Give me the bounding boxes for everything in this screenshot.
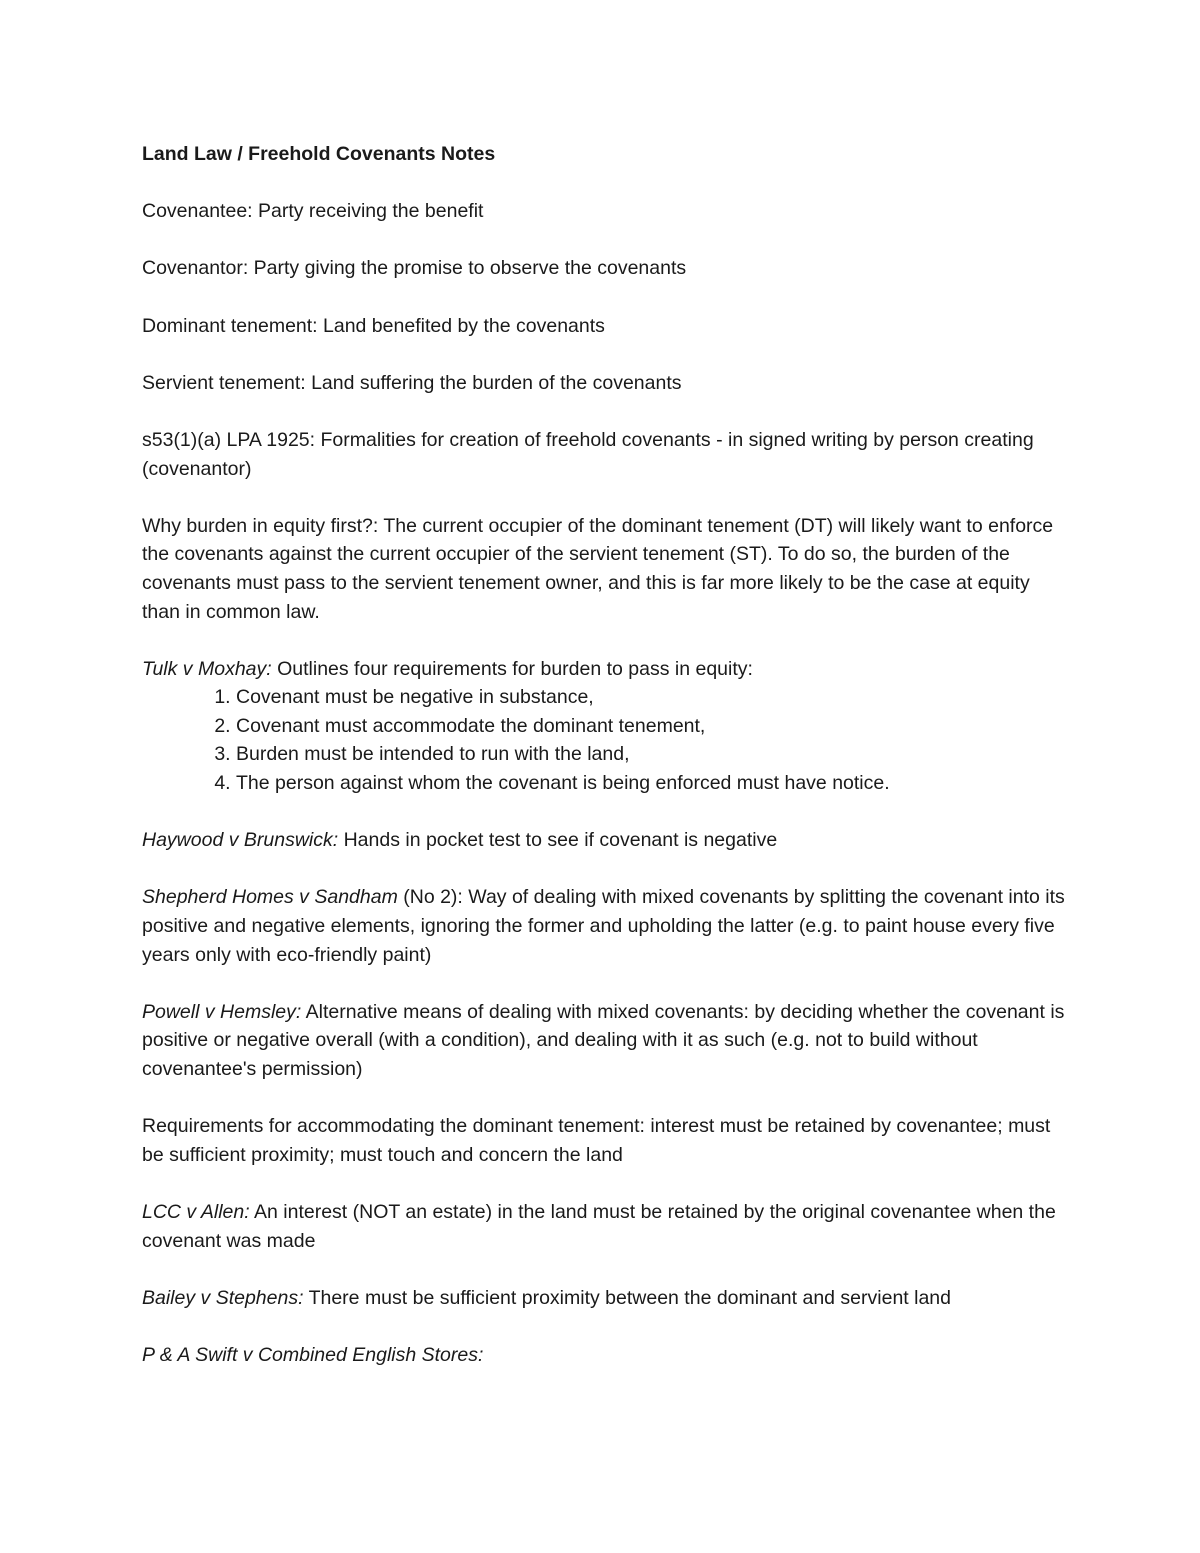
case-name-swift: P & A Swift v Combined English Stores:	[142, 1343, 484, 1366]
haywood-text: Hands in pocket test to see if covenant is negative	[338, 829, 778, 852]
list-item: 1. Covenant must be negative in substance,	[236, 683, 1072, 712]
definition-servient-tenement: Servient tenement: Land suffering the burden of the covenants	[142, 371, 682, 394]
lcc-paragraph	[142, 1198, 1072, 1255]
statute-s53: s53(1)(a) LPA 1925: Formalities for creation of freehold covenants - in signed writing by person creating (covenantor)	[142, 428, 1034, 480]
tulk-requirements-list	[142, 683, 1072, 797]
tulk-text: Outlines four requirements for burden to pass in equity:	[271, 657, 753, 680]
swift-paragraph	[142, 1341, 1072, 1370]
haywood-paragraph	[142, 826, 1072, 855]
tulk-section	[142, 655, 1072, 798]
case-name-tulk: Tulk v Moxhay:	[142, 657, 272, 680]
document-page	[142, 140, 1072, 1398]
definition-covenantee: Covenantee: Party receiving the benefit	[142, 200, 484, 223]
document-title: Land Law / Freehold Covenants Notes	[142, 143, 496, 165]
case-name-powell: Powell v Hemsley:	[142, 1000, 302, 1023]
powell-paragraph	[142, 998, 1072, 1084]
case-name-shepherd: Shepherd Homes v Sandham	[142, 886, 398, 909]
case-name-bailey: Bailey v Stephens:	[142, 1286, 304, 1309]
bailey-text: There must be sufficient proximity between the dominant and servient land	[303, 1286, 951, 1309]
powell-text: Alternative means of dealing with mixed covenants: by deciding whether the covenant is positive or negative overall (with a condition), and dealing with it as such (e.g. not to build without covenantee's permission)	[142, 1000, 1065, 1080]
shepherd-paragraph	[142, 883, 1072, 969]
definition-dominant-tenement: Dominant tenement: Land benefited by the covenants	[142, 314, 605, 337]
bailey-paragraph	[142, 1284, 1072, 1313]
case-name-haywood: Haywood v Brunswick:	[142, 829, 339, 852]
lcc-text: An interest (NOT an estate) in the land must be retained by the original covenantee when the covenant was made	[142, 1200, 1056, 1252]
requirements-paragraph: Requirements for accommodating the dominant tenement: interest must be retained by covenantee; must be sufficient proximity; must touch and concern the land	[142, 1115, 1051, 1166]
shepherd-text: (No 2): Way of dealing with mixed covenants by splitting the covenant into its positive and negative elements, ignoring the former and upholding the latter (e.g. to paint house every five years only with eco-friendly paint)	[142, 886, 1065, 966]
list-item: 2. Covenant must accommodate the dominant tenement,	[236, 712, 1072, 741]
why-burden-paragraph: Why burden in equity first?: The current occupier of the dominant tenement (DT) will likely want to enforce the covenants against the current occupier of the servient tenement (ST). To do so, the burden of the covenants must pass to the servient tenement owner, and this is far more likely to be the case at equity than in common law.	[142, 514, 1054, 623]
case-name-lcc: LCC v Allen:	[142, 1200, 250, 1223]
list-item: 3. Burden must be intended to run with the land,	[236, 740, 1072, 769]
definition-covenantor: Covenantor: Party giving the promise to observe the covenants	[142, 257, 687, 280]
list-item: 4. The person against whom the covenant is being enforced must have notice.	[236, 769, 1072, 798]
